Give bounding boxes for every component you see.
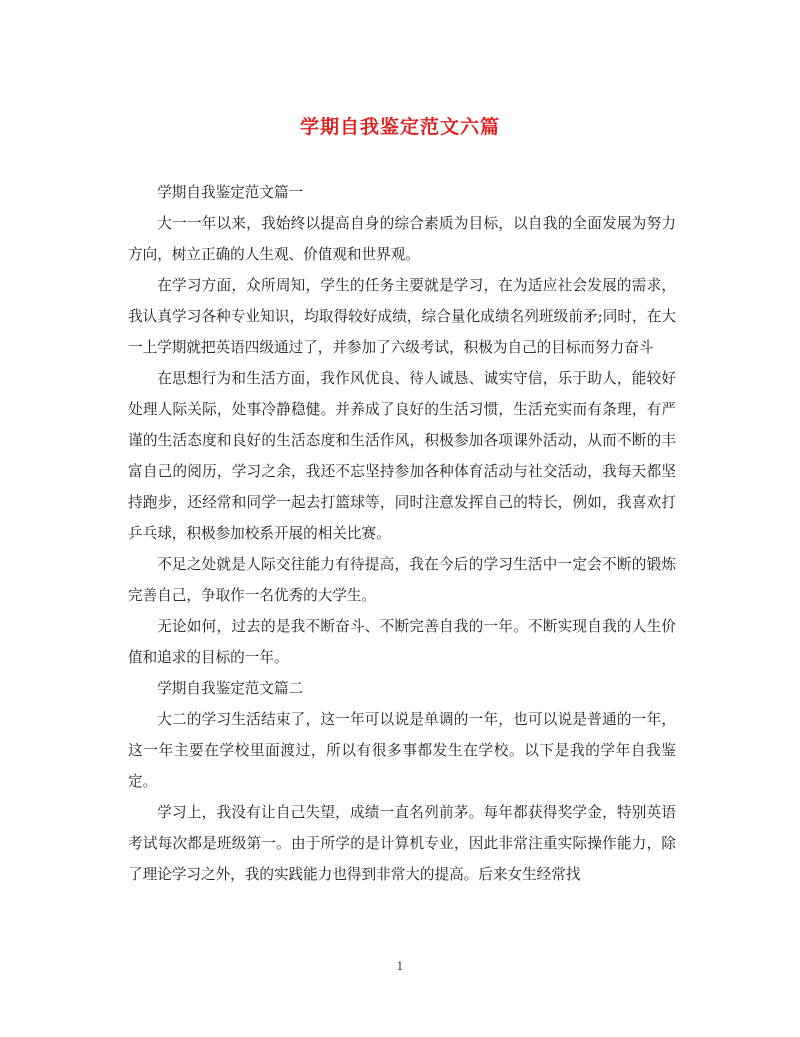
paragraph: 不足之处就是人际交往能力有待提高，我在今后的学习生活中一定会不断的锻炼完善自己，争取作一名优秀的大学生。: [128, 556, 676, 604]
document-title: 学期自我鉴定范文六篇: [299, 116, 500, 138]
paragraph: 大二的学习生活结束了，这一年可以说是单调的一年，也可以说是普通的一年，这一年主要在学校里面渡过，所以有很多事都发生在学校。以下是我的学年自我鉴定。: [128, 711, 676, 790]
section-heading-2: 学期自我鉴定范文篇二: [157, 680, 304, 697]
paragraph: 无论如何，过去的是我不断奋斗、不断完善自我的一年。不断实现自我的人生价值和追求的目标的一年。: [128, 618, 676, 666]
page-number: 1: [396, 960, 404, 973]
paragraph: 大一一年以来，我始终以提高自身的综合素质为目标，以自我的全面发展为努力方向，树立正确的人生观、价值观和世界观。: [128, 215, 676, 263]
paragraph: 在学习方面，众所周知，学生的任务主要就是学习，在为适应社会发展的需求，我认真学习各种专业知识，均取得较好成绩，综合量化成绩名列班级前矛;同时，在大一上学期就把英语四级通过了，并参加了六级考试，积极为自己的目标而努力奋斗: [128, 277, 676, 356]
paragraph: 学习上，我没有让自己失望，成绩一直名列前茅。每年都获得奖学金，特别英语考试每次都是班级第一。由于所学的是计算机专业，因此非常注重实际操作能力，除了理论学习之外，我的实践能力也得到非常大的提高。后来女生经常找: [128, 804, 676, 883]
section-heading-1: 学期自我鉴定范文篇一: [157, 184, 304, 201]
paragraph: 在思想行为和生活方面，我作风优良、待人诚恳、诚实守信，乐于助人，能较好处理人际关际，处事冷静稳健。并养成了良好的生活习惯，生活充实而有条理，有严谨的生活态度和良好的生活态度和生活作风，积极参加各项课外活动，从而不断的丰富自己的阅历，学习之余，我还不忘坚持参加各种体育活动与社交活动，我每天都坚持跑步，还经常和同学一起去打篮球等，同时注意发挥自己的特长，例如，我喜欢打乒乓球，积极参加校系开展的相关比赛。: [128, 370, 676, 542]
document-body: [128, 177, 676, 890]
